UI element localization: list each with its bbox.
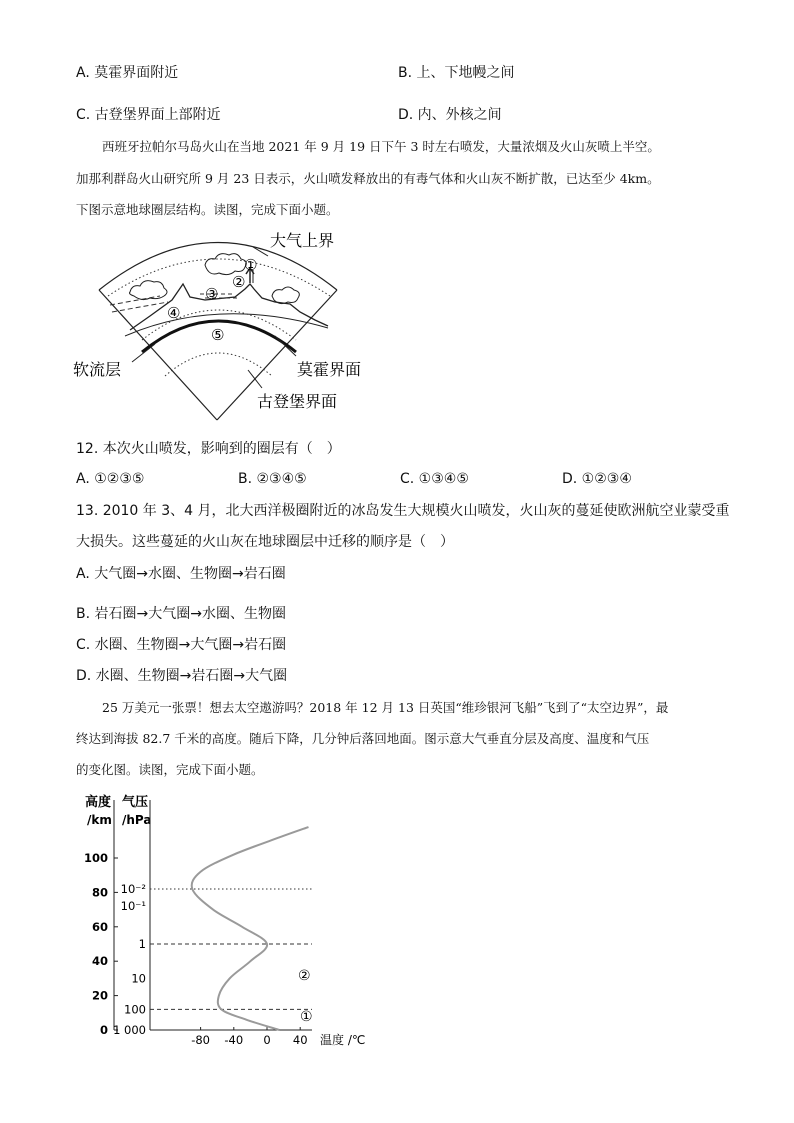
gutenberg-arc (165, 353, 272, 376)
height-tick-label: 60 (91, 919, 108, 934)
temperature-tick-label: -80 (191, 1033, 210, 1047)
pressure-axis-label (122, 794, 152, 827)
passage1-line2: 加那利群岛火山研究所 9 月 23 日表示，火山喷发释放出的有毒气体和火山灰不断扩散，已达至少 4km。 (76, 171, 660, 186)
pressure-tick-label: 10⁻¹ (120, 899, 146, 914)
cloud-icon (130, 281, 168, 300)
q11-option-c[interactable]: C. 古登堡界面上部附近 (76, 107, 221, 123)
sphere-number-2: ② (232, 273, 246, 291)
passage1-line1: 西班牙拉帕尔马岛火山在当地 2021 年 9 月 19 日下午 3 时左右喷发，大量浓烟及火山灰喷上半空。 (102, 139, 660, 154)
label-moho: 莫霍界面 (297, 360, 362, 379)
q12-option-b[interactable]: B. ②③④⑤ (238, 471, 307, 487)
passage2-line1: 25 万美元一张票！想去太空遨游吗？2018 年 12 月 13 日英国“维珍银河飞船”飞到了“太空边界”，最 (102, 700, 669, 715)
x-axis-label: 温度 /℃ (320, 1033, 366, 1047)
height-tick-label: 0 (99, 1023, 108, 1037)
height-axis-label (85, 794, 112, 827)
q12-option-a[interactable]: A. ①②③⑤ (76, 471, 145, 487)
q13-option-d[interactable]: D. 水圈、生物圈→岩石圈→大气圈 (76, 668, 288, 684)
sphere-number-4: ④ (167, 304, 181, 322)
atmosphere-chart (0, 785, 794, 1055)
q12-option-c[interactable]: C. ①③④⑤ (400, 471, 469, 487)
height-tick-label: 80 (91, 885, 108, 900)
earth-sphere-diagram (0, 225, 794, 425)
q11-option-b[interactable]: B. 上、下地幔之间 (398, 65, 515, 81)
pressure-tick-label: 1 000 (113, 1023, 146, 1037)
temperature-curve (192, 827, 309, 1030)
sphere-number-5: ⑤ (211, 326, 225, 344)
temperature-tick-label: 40 (292, 1033, 308, 1047)
temperature-tick-label: 0 (263, 1033, 271, 1047)
pressure-tick-label: 1 (138, 937, 146, 951)
q11-option-a[interactable]: A. 莫霍界面附近 (76, 65, 179, 81)
pressure-axis-label-line2: /hPa (122, 813, 152, 827)
q13-option-b[interactable]: B. 岩石圈→大气圈→水圈、生物圈 (76, 606, 286, 622)
q12-stem: 12. 本次火山喷发，影响到的圈层有（ ） (76, 441, 341, 457)
sphere-number-1: ① (244, 256, 258, 274)
passage2-line3: 的变化图。读图，完成下面小题。 (76, 762, 264, 777)
passage2-line2: 终达到海拔 82.7 千米的高度。随后下降，几分钟后落回地面。图示意大气垂直分层及高度、温度和气压 (76, 731, 650, 746)
q13-stem-line2: 大损失。这些蔓延的火山灰在地球圈层中迁移的顺序是（ ） (76, 534, 454, 550)
cloud-icon (272, 287, 299, 304)
q11-option-d[interactable]: D. 内、外核之间 (398, 107, 502, 123)
pressure-tick-label: 100 (124, 1002, 146, 1017)
label-gutenberg: 古登堡界面 (257, 392, 338, 411)
temperature-tick-label: -40 (224, 1033, 244, 1047)
label-asthenosphere: 软流层 (73, 360, 122, 379)
height-tick-label: 40 (91, 954, 108, 969)
label-atmosphere-top: 大气上界 (270, 231, 335, 250)
height-axis-label-line1: 高度 (85, 795, 112, 810)
layer-label-2: ② (298, 968, 311, 984)
height-tick-label: 20 (91, 988, 108, 1003)
height-axis-label-line2: /km (87, 813, 112, 827)
sphere-number-3: ③ (205, 285, 219, 303)
passage1-line3: 下图示意地球圈层结构。读图，完成下面小题。 (76, 202, 339, 217)
q13-option-a[interactable]: A. 大气圈→水圈、生物圈→岩石圈 (76, 566, 286, 582)
pressure-axis-label-line1: 气压 (122, 795, 149, 810)
q12-option-d[interactable]: D. ①②③④ (562, 471, 632, 487)
height-tick-label: 100 (83, 851, 108, 865)
pressure-tick-label: 10⁻² (120, 881, 146, 896)
q13-option-c[interactable]: C. 水圈、生物圈→大气圈→岩石圈 (76, 637, 287, 653)
pressure-tick-label: 10 (131, 971, 146, 986)
cloud-icon (205, 254, 246, 275)
q13-stem-line1: 13. 2010 年 3、4 月，北大西洋极圈附近的冰岛发生大规模火山喷发，火山灰的蔓延使欧洲航空业蒙受重 (76, 503, 730, 519)
layer-label-1: ① (300, 1009, 313, 1025)
